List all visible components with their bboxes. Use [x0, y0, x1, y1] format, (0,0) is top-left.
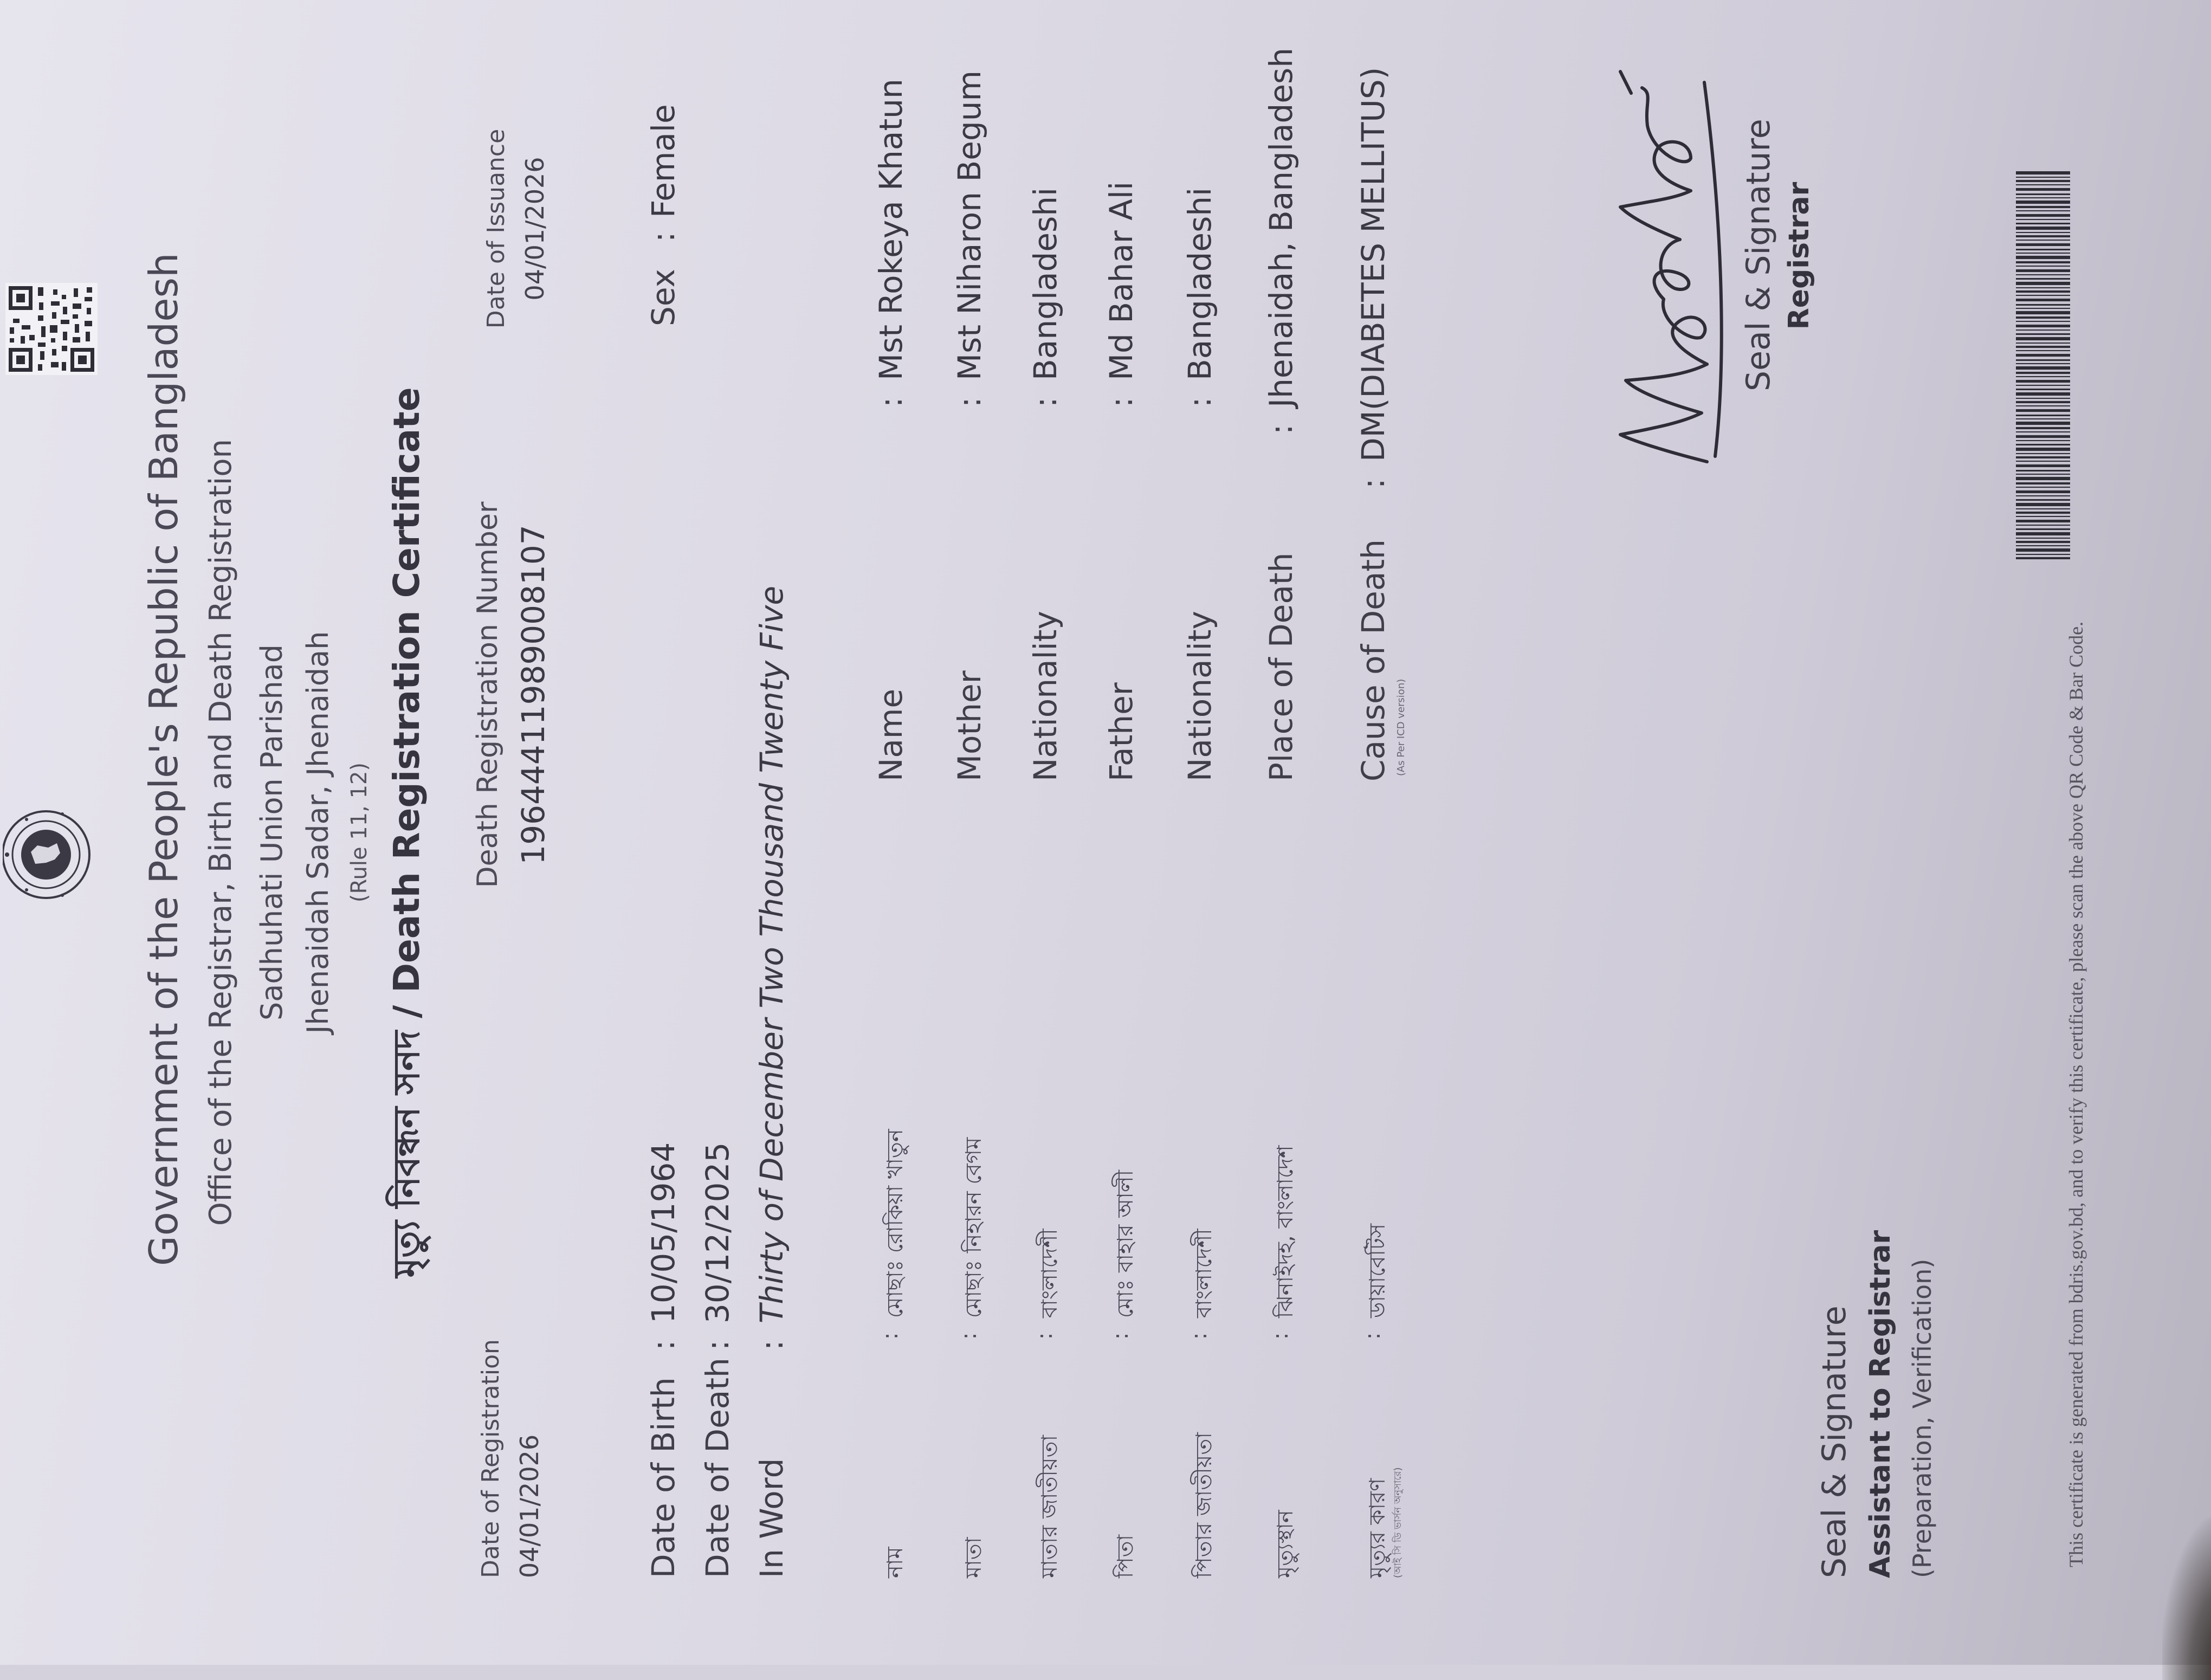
date-of-birth-colon: : [645, 1340, 682, 1351]
death-registration-number: 19644411989008107 [515, 525, 552, 865]
cause-of-death-bn-subtitle: (আই সি ডি ভার্সন অনুসারে) [1392, 1467, 1404, 1578]
name-value: Mst Rokeya Khatun [872, 79, 909, 380]
date-of-issuance-value: 04/01/2026 [520, 157, 549, 301]
father-nationality-colon: : [1181, 397, 1218, 408]
father-nationality-bn-label: পিতার জাতীয়তা [1192, 1432, 1217, 1578]
mother-nationality-bn-colon: : [1032, 1332, 1057, 1340]
office-heading: Office of the Registrar, Birth and Death Registration [203, 438, 238, 1226]
registrar-title: Registrar [1783, 182, 1815, 330]
sex-label: Sex [645, 269, 682, 326]
upazila-district: Jhenaidah Sadar, Jhenaidah [301, 631, 335, 1034]
cause-of-death-value: DM(DIABETES MELLITUS) [1355, 67, 1392, 462]
certificate-title: মৃত্যু নিবন্ধন সনদ / Death Registration Certificate [386, 387, 428, 1278]
cause-of-death-colon: : [1355, 478, 1392, 489]
registrar-handwritten-signature [1599, 61, 1740, 473]
father-bn-value: মোঃ বাহার আলী [1113, 1169, 1138, 1318]
name-label: Name [872, 688, 909, 781]
mother-bn-colon: : [956, 1332, 981, 1340]
place-of-death-colon: : [1263, 424, 1300, 435]
cause-of-death-label: Cause of Death [1355, 539, 1392, 781]
barcode [2016, 169, 2070, 559]
assistant-to-registrar-title: Assistant to Registrar [1864, 1230, 1897, 1578]
qr-code [5, 283, 98, 375]
mother-colon: : [951, 397, 988, 408]
cause-of-death-bn-value: ডায়াবেটিস [1365, 1223, 1390, 1318]
verification-footer-note: This certificate is generated from bdris.gov.bd, and to verify this certificate, please scan the above QR Code & Bar Code. [2065, 621, 2087, 1567]
date-of-death-value: 30/12/2025 [699, 1142, 736, 1323]
mother-bn-value: মোছাঃ নিহারন বেগম [961, 1137, 986, 1318]
sex-value: Female [645, 104, 682, 218]
place-of-death-value: Jhenaidah, Bangladesh [1263, 48, 1300, 408]
cause-of-death-subtitle: (As Per ICD version) [1395, 679, 1407, 776]
name-colon: : [872, 397, 909, 408]
assistant-role-subtitle: (Preparation, Verification) [1908, 1258, 1937, 1578]
father-nationality-label: Nationality [1181, 611, 1218, 781]
father-label: Father [1103, 682, 1140, 781]
father-nationality-value: Bangladeshi [1181, 187, 1218, 380]
bangladesh-emblem-seal [3, 798, 95, 912]
mother-nationality-bn-value: বাংলাদেশী [1037, 1229, 1062, 1318]
father-nationality-bn-value: বাংলাদেশী [1192, 1229, 1217, 1318]
name-bn-label: নাম [883, 1547, 908, 1578]
mother-value: Mst Niharon Begum [951, 70, 988, 380]
registrar-seal-signature-label: Seal & Signature [1740, 119, 1777, 391]
mother-nationality-bn-label: মাতার জাতীয়তা [1037, 1435, 1062, 1578]
date-of-death-label: Date of Death [699, 1358, 736, 1578]
date-of-birth-label: Date of Birth [645, 1377, 682, 1578]
sex-colon: : [645, 231, 682, 242]
date-of-death-colon: : [699, 1340, 736, 1351]
rule-reference: (Rule 11, 12) [347, 762, 372, 903]
government-heading: Government of the People's Republic of Bangladesh [141, 253, 186, 1266]
father-colon: : [1103, 397, 1140, 408]
mother-nationality-colon: : [1027, 397, 1064, 408]
date-of-issuance-label: Date of Issuance [482, 128, 510, 329]
father-bn-label: পিতা [1113, 1534, 1138, 1578]
mother-nationality-label: Nationality [1027, 611, 1064, 781]
assistant-seal-signature-label: Seal & Signature [1815, 1306, 1853, 1578]
in-word-value: Thirty of December Two Thousand Twenty Five [753, 585, 790, 1323]
mother-label: Mother [951, 670, 988, 781]
cause-of-death-bn-colon: : [1360, 1332, 1385, 1340]
mother-bn-label: মাতা [961, 1537, 986, 1578]
in-word-label: In Word [753, 1458, 790, 1578]
place-of-death-label: Place of Death [1263, 552, 1300, 781]
place-of-death-bn-value: ঝিনাইদহ, বাংলাদেশ [1273, 1145, 1298, 1318]
cause-of-death-bn-label: মৃত্যুর কারণ [1365, 1478, 1390, 1578]
father-nationality-bn-colon: : [1187, 1332, 1212, 1340]
date-of-registration-value: 04/01/2026 [515, 1434, 544, 1578]
mother-nationality-value: Bangladeshi [1027, 187, 1064, 380]
father-value: Md Bahar Ali [1103, 181, 1140, 380]
place-of-death-bn-label: মৃত্যুস্থান [1273, 1510, 1298, 1578]
date-of-registration-label: Date of Registration [477, 1339, 505, 1578]
date-of-birth-value: 10/05/1964 [645, 1142, 682, 1323]
union-parishad: Sadhuhati Union Parishad [255, 644, 289, 1021]
name-bn-colon: : [878, 1332, 903, 1340]
father-bn-colon: : [1108, 1332, 1133, 1340]
death-registration-number-label: Death Registration Number [471, 501, 504, 888]
in-word-colon: : [753, 1340, 790, 1351]
name-bn-value: মোছাঃ রোকিয়া খাতুন [883, 1129, 908, 1318]
place-of-death-bn-colon: : [1268, 1332, 1293, 1340]
